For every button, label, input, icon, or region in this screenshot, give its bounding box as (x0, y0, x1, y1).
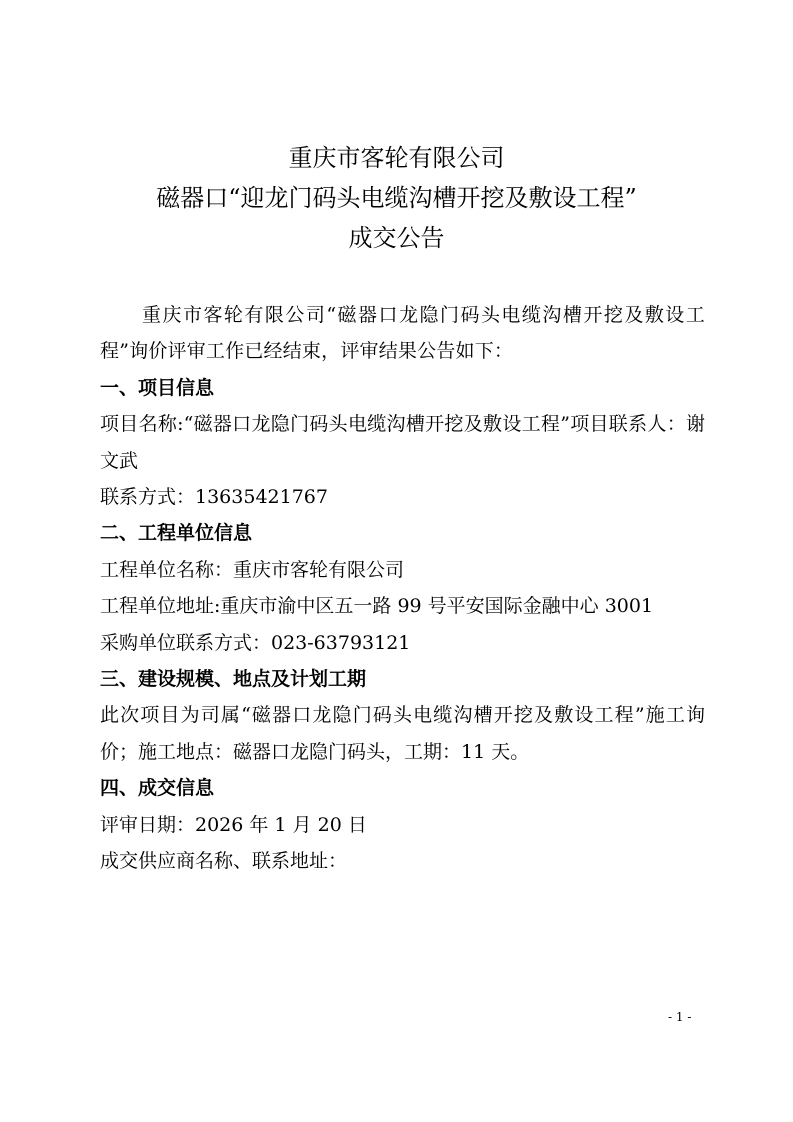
purchaser-contact: 采购单位联系方式：023-63793121 (100, 631, 411, 654)
scale-description: 此次项目为司属“磁器口龙隐门码头电缆沟槽开挖及敷设工程”施工询价；施工地点：磁器口龙隐门码头，工期：11 天。 (100, 704, 705, 763)
title-company: 重庆市客轮有限公司 (288, 144, 505, 172)
intro-paragraph: 重庆市客轮有限公司“磁器口龙隐门码头电缆沟槽开挖及敷设工程”询价评审工作已经结束，评审结果公告如下： (100, 304, 705, 363)
review-date: 评审日期：2026 年 1 月 20 日 (100, 813, 367, 836)
document-title (0, 138, 793, 258)
contact-method: 联系方式：13635421767 (100, 486, 328, 509)
project-name-contact: 项目名称:“磁器口龙隐门码头电缆沟槽开挖及敷设工程”项目联系人：谢文武 (100, 413, 705, 472)
section-heading-project-info: 一、项目信息 (100, 376, 215, 399)
section-heading-unit-info: 二、工程单位信息 (100, 522, 253, 545)
unit-name: 工程单位名称：重庆市客轮有限公司 (100, 558, 405, 581)
title-project: 磁器口“迎龙门码头电缆沟槽开挖及敷设工程” (156, 184, 637, 212)
section-heading-scale-info: 三、建设规模、地点及计划工期 (100, 668, 367, 691)
page-number: - 1 - (668, 1010, 692, 1024)
document-body (100, 297, 705, 880)
title-announcement: 成交公告 (348, 224, 445, 252)
unit-address: 工程单位地址:重庆市渝中区五一路 99 号平安国际金融中心 3001 (100, 595, 654, 618)
supplier-label: 成交供应商名称、联系地址： (100, 850, 348, 873)
section-heading-deal-info: 四、成交信息 (100, 777, 215, 800)
